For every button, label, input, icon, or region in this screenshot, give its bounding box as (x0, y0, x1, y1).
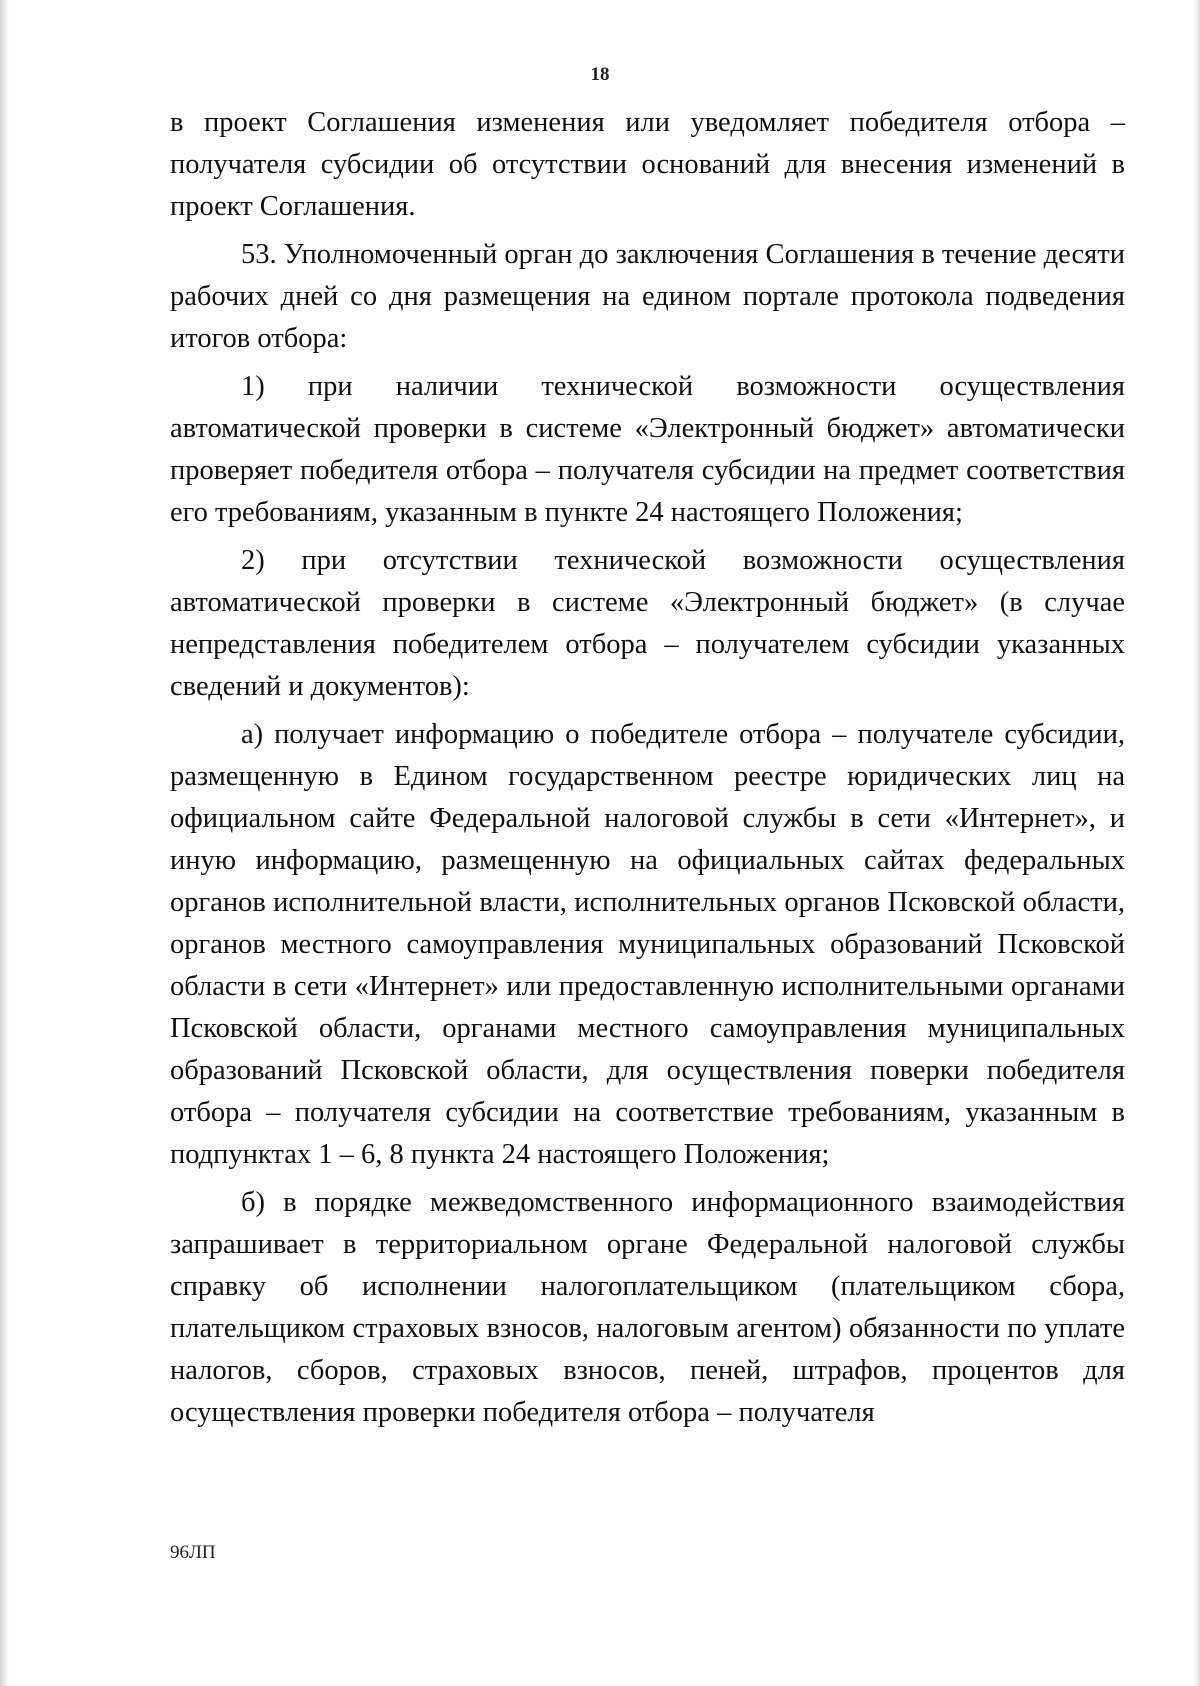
document-footer-code: 96ЛП (170, 1542, 216, 1563)
page-number: 18 (590, 64, 610, 85)
paragraph-subitem-b: б) в порядке межведомственного информационного взаимодействия запрашивает в территориальном органе Федеральной налоговой службы справку об исполнении налогоплательщиком (плательщиком сбора, плательщиком страховых взносов, налоговым агентом) обязанности по уплате налогов, сборов, страховых взносов, пеней, штрафов, процентов для осуществления проверки победителя отбора – получателя (170, 1187, 1125, 1428)
scan-edge-left (0, 0, 9, 1686)
paragraph-continuation: в проект Соглашения изменения или уведомляет победителя отбора – получателя субсидии об отсутствии оснований для внесения изменений в проект Соглашения. (170, 107, 1125, 222)
paragraph-subitem-a: а) получает информацию о победителе отбора – получателе субсидии, размещенную в Едином государственном реестре юридических лиц на официальном сайте Федеральной налоговой службы в сети «Интернет», и иную информацию, размещенную на официальных сайтах федеральных органов исполнительной власти, исполнительных органов Псковской области, органов местного самоуправления муниципальных образований Псковской области в сети «Интернет» или предоставленную исполнительными органами Псковской области, органами местного самоуправления муниципальных образований Псковской области, для осуществления поверки победителя отбора – получателя субсидии на соответствие требованиям, указанным в подпунктах 1 – 6, 8 пункта 24 настоящего Положения; (170, 719, 1125, 1170)
paragraph-item-53: 53. Уполномоченный орган до заключения Соглашения в течение десяти рабочих дней со дня размещения на едином портале протокола подведения итогов отбора: (170, 239, 1125, 354)
document-body (170, 102, 1125, 1434)
paragraph-subitem-2: 2) при отсутствии технической возможности осуществления автоматической проверки в системе «Электронный бюджет» (в случае непредставления победителем отбора – получателем субсидии указанных сведений и документов): (170, 545, 1125, 702)
paragraph-subitem-1: 1) при наличии технической возможности осуществления автоматической проверки в системе «Электронный бюджет» автоматически проверяет победителя отбора – получателя субсидии на предмет соответствия его требованиям, указанным в пункте 24 настоящего Положения; (170, 371, 1125, 528)
scan-edge-right (1193, 0, 1200, 1686)
